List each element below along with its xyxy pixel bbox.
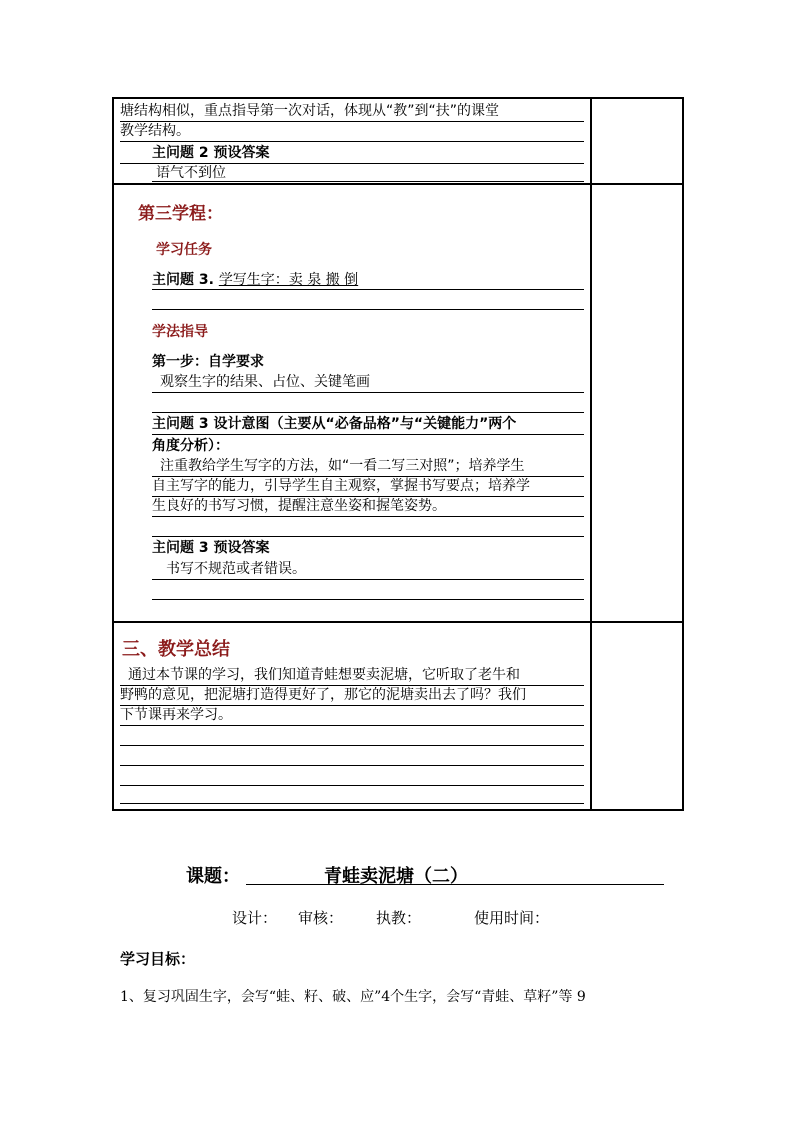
summary-heading: 三、教学总结 bbox=[122, 639, 230, 660]
goal-item: 1、复习巩固生字，会写“蛙、籽、破、应”4个生字，会写“青蛙、草籽”等 9 bbox=[120, 989, 586, 1005]
table-main-cell bbox=[114, 623, 592, 809]
intent-text3: 生良好的书写习惯，提醒注意坐姿和握笔姿势。 bbox=[152, 498, 446, 514]
step1-label: 第一步：自学要求 bbox=[152, 354, 264, 370]
task-label: 学习任务 bbox=[156, 242, 212, 258]
table-main-cell bbox=[114, 185, 592, 621]
q3-text: 学写生字：卖 泉 搬 倒 bbox=[218, 272, 359, 288]
intent-text2: 自主写字的能力，引导学生自主观察，掌握书写要点；培养学 bbox=[152, 478, 530, 494]
table-row bbox=[114, 621, 682, 809]
intent-text1: 注重教给学生写字的方法，如“一看二写三对照”；培养学生 bbox=[160, 458, 525, 474]
method-label: 学法指导 bbox=[152, 324, 208, 340]
meta-design: 设计： bbox=[232, 909, 278, 927]
table-row bbox=[114, 183, 682, 621]
summary-text1: 通过本节课的学习，我们知道青蛙想要卖泥塘，它听取了老牛和 bbox=[128, 667, 520, 683]
q2-answer-title: 主问题 2 预设答案 bbox=[152, 145, 270, 161]
summary-text3: 下节课再来学习。 bbox=[120, 707, 232, 723]
lesson-title: 青蛙卖泥塘（二） bbox=[324, 866, 468, 887]
q2-answer-text: 语气不到位 bbox=[156, 165, 226, 181]
goals-label: 学习目标： bbox=[120, 950, 196, 968]
table-side-cell bbox=[592, 623, 682, 809]
intent-line2: 角度分析）： bbox=[152, 438, 229, 454]
table-side-cell bbox=[592, 185, 682, 621]
lesson-plan-table bbox=[112, 97, 684, 811]
intent-line1: 主问题 3 设计意图（主要从“必备品格”与“关键能力”两个 bbox=[152, 416, 517, 432]
table-row bbox=[114, 99, 682, 183]
q3-answer-title: 主问题 3 预设答案 bbox=[152, 540, 270, 556]
table-side-cell bbox=[592, 99, 682, 183]
row1-line2: 教学结构。 bbox=[120, 123, 190, 139]
meta-review: 审核： bbox=[298, 909, 344, 927]
meta-time: 使用时间： bbox=[474, 909, 550, 927]
step1-text: 观察生字的结果、占位、关键笔画 bbox=[160, 374, 370, 390]
summary-text2: 野鸭的意见，把泥塘打造得更好了，那它的泥塘卖出去了吗？我们 bbox=[120, 687, 526, 703]
q3-label: 主问题 3. bbox=[152, 272, 219, 288]
row1-line1: 塘结构相似，重点指导第一次对话，体现从“教”到“扶”的课堂 bbox=[120, 103, 500, 119]
meta-teach: 执教： bbox=[376, 909, 422, 927]
section3-heading: 第三学程： bbox=[138, 204, 223, 224]
q3-answer-text: 书写不规范或者错误。 bbox=[166, 561, 306, 577]
lesson-title-label: 课题： bbox=[186, 866, 240, 887]
table-main-cell bbox=[114, 99, 592, 183]
